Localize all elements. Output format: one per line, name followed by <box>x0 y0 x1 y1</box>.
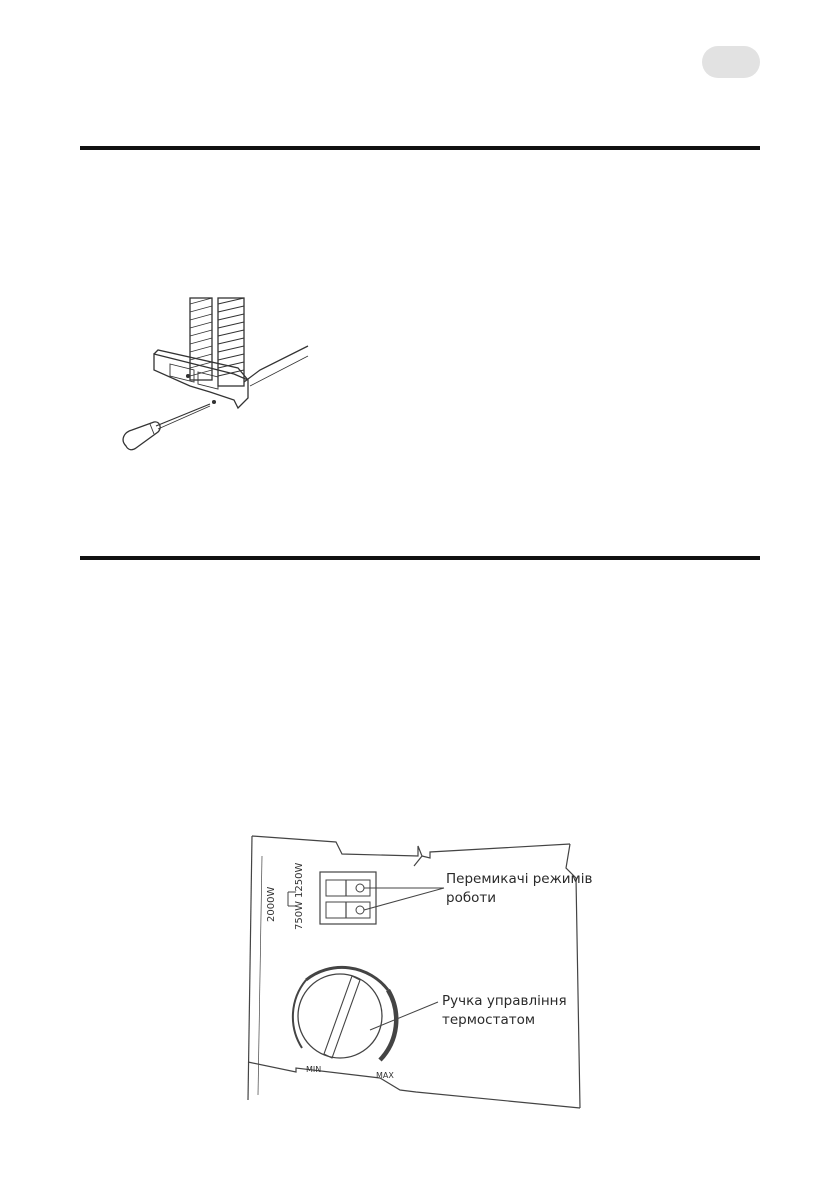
thermostat-knob-callout: Ручка управління термостатом <box>442 993 567 1028</box>
section-divider-middle <box>80 556 760 560</box>
label-1250w: 1250W <box>294 862 305 898</box>
dial-min-label: MIN <box>306 1065 322 1074</box>
section-divider-top <box>80 146 760 150</box>
dial-max-label: MAX <box>376 1071 394 1080</box>
label-2000w: 2000W <box>266 886 277 922</box>
switch-mode-callout: Перемикачі режимів роботи <box>446 871 593 906</box>
switch-750w <box>326 902 370 918</box>
page-number-badge <box>702 46 760 78</box>
label-750w: 750W <box>294 901 305 930</box>
dial-pointer <box>324 976 360 1058</box>
panel-left-edge <box>248 836 252 1100</box>
switch-1250w <box>326 880 370 896</box>
panel-bottom-edge <box>248 1062 580 1108</box>
thermostat-dial <box>298 974 382 1058</box>
heater-foot-screwdriver-illustration <box>110 290 320 460</box>
panel-top-edge <box>252 836 422 866</box>
